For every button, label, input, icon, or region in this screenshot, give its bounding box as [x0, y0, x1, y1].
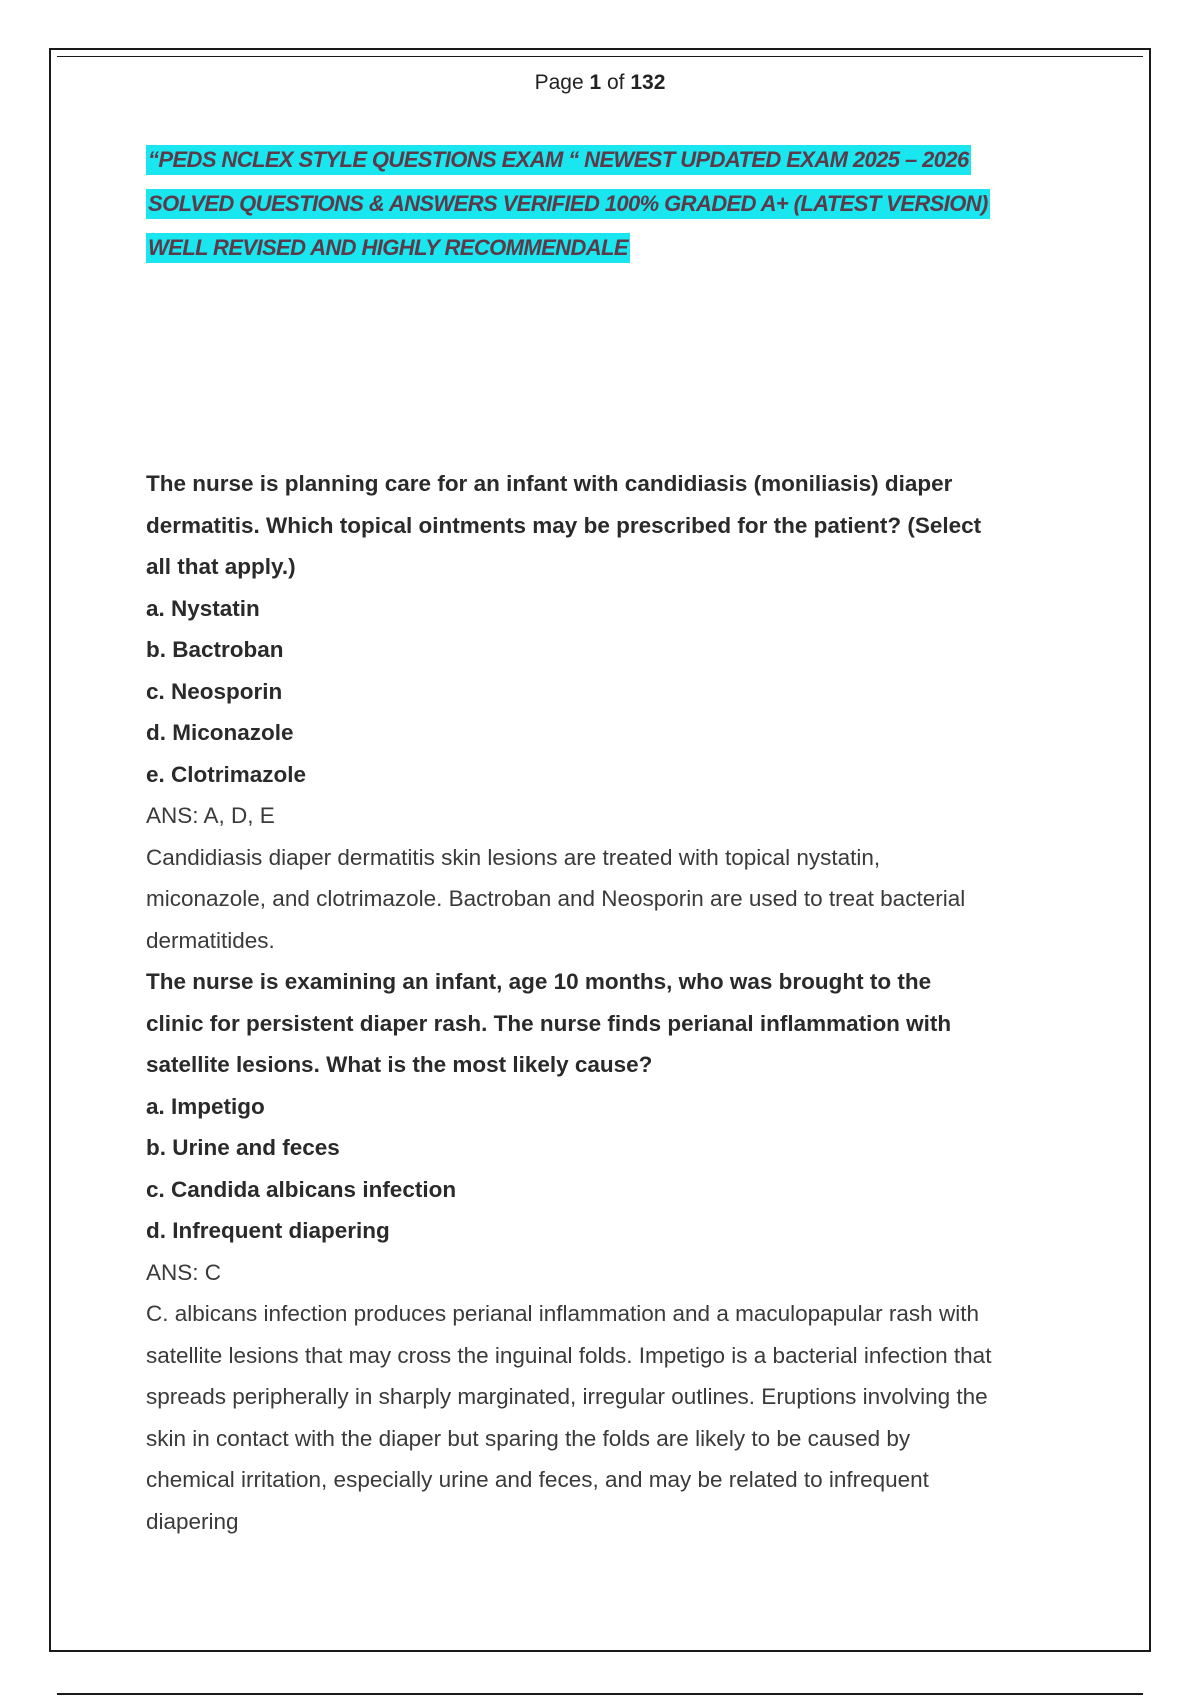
- question-stem-line: clinic for persistent diaper rash. The nurse finds perianal inflammation with: [146, 1010, 952, 1036]
- question-stem-line: The nurse is planning care for an infant with candidiasis (moniliasis) diaper: [146, 471, 953, 496]
- of-label: of: [607, 71, 625, 94]
- page-bottom-rule: [57, 1693, 1143, 1695]
- question-stem: [146, 961, 1066, 1086]
- answer-option: d. Infrequent diapering: [146, 1218, 390, 1243]
- questions-content: [146, 463, 1066, 1542]
- frame-top-rule: [57, 56, 1143, 57]
- answer-option: a. Nystatin: [146, 595, 260, 621]
- answer-option: b. Urine and feces: [146, 1135, 340, 1160]
- rationale-line: dermatitides.: [146, 927, 275, 953]
- title-line: “PEDS NCLEX STYLE QUESTIONS EXAM “ NEWEST UPDATED EXAM 2025 – 2026: [146, 145, 971, 175]
- rationale: [146, 1293, 1066, 1542]
- page-prefix: Page: [534, 71, 584, 94]
- answer-option: d. Miconazole: [146, 720, 294, 745]
- document-title: [146, 145, 1046, 277]
- question-stem-line: all that apply.): [146, 554, 296, 579]
- rationale-line: chemical irritation, especially urine and feces, and may be related to infrequent: [146, 1467, 929, 1492]
- page-number: [0, 71, 1200, 95]
- question-stem-line: The nurse is examining an infant, age 10 months, who was brought to the: [146, 969, 932, 994]
- rationale-line: spreads peripherally in sharply marginated, irregular outlines. Eruptions involving the: [146, 1384, 988, 1409]
- question-1: [146, 463, 1066, 961]
- rationale-line: satellite lesions that may cross the inguinal folds. Impetigo is a bacterial infection that: [146, 1342, 992, 1368]
- rationale-line: skin in contact with the diaper but sparing the folds are likely to be caused by: [146, 1425, 911, 1451]
- rationale-line: diapering: [146, 1508, 239, 1534]
- title-line: WELL REVISED AND HIGHLY RECOMMENDALE: [146, 233, 630, 263]
- answer-option: c. Candida albicans infection: [146, 1176, 457, 1202]
- answer-key: ANS: A, D, E: [146, 803, 275, 828]
- answer-key: ANS: C: [146, 1259, 222, 1285]
- answer-option: c. Neosporin: [146, 678, 283, 704]
- question-stem-line: satellite lesions. What is the most likely cause?: [146, 1052, 653, 1077]
- rationale-line: C. albicans infection produces perianal inflammation and a maculopapular rash with: [146, 1301, 979, 1326]
- rationale-line: miconazole, and clotrimazole. Bactroban and Neosporin are used to treat bacterial: [146, 886, 966, 911]
- answer-option: b. Bactroban: [146, 637, 284, 662]
- question-stem-line: dermatitis. Which topical ointments may be prescribed for the patient? (Select: [146, 512, 982, 538]
- answer-option: e. Clotrimazole: [146, 761, 307, 787]
- rationale-line: Candidiasis diaper dermatitis skin lesions are treated with topical nystatin,: [146, 844, 881, 870]
- total-pages: 132: [630, 71, 666, 94]
- question-2: [146, 961, 1066, 1542]
- current-page: 1: [589, 71, 602, 94]
- answer-option: a. Impetigo: [146, 1093, 265, 1119]
- question-stem: [146, 463, 1066, 588]
- title-line: SOLVED QUESTIONS & ANSWERS VERIFIED 100% GRADED A+ (LATEST VERSION): [146, 189, 990, 219]
- rationale: [146, 837, 1066, 962]
